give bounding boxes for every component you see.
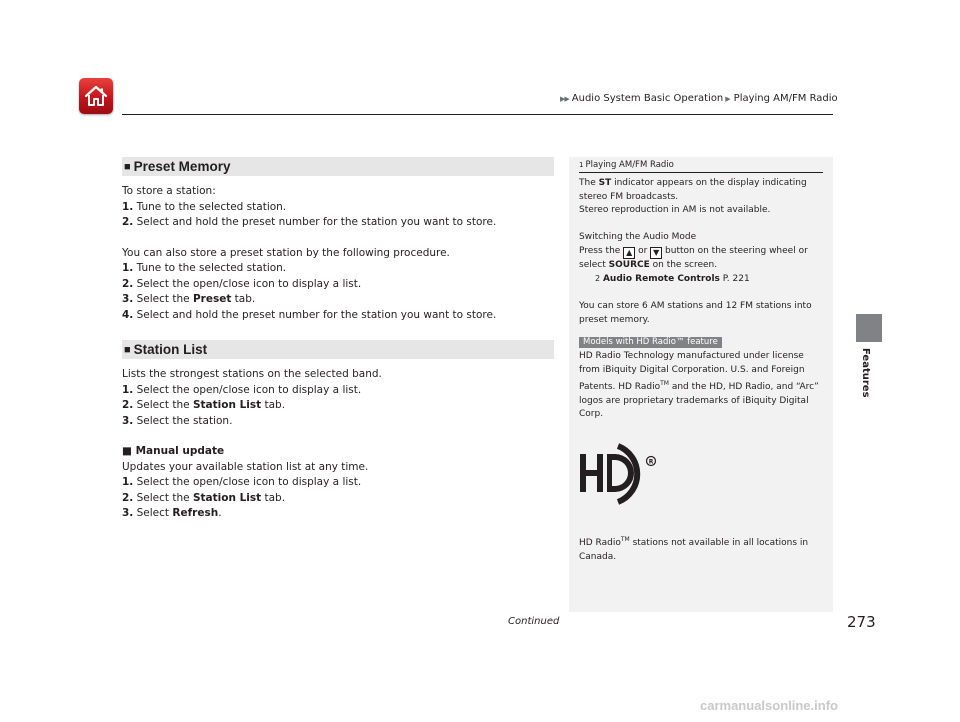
breadcrumb-separator-icon: ▶: [725, 94, 731, 103]
step-item: 2. Select the Station List tab.: [122, 399, 286, 411]
cross-reference-link[interactable]: 2 Audio Remote Controls P. 221: [595, 274, 750, 284]
chapter-tab[interactable]: [856, 314, 882, 342]
hd-availability-note: HD Radio™ stations not available in all locations in Canada.: [579, 536, 809, 562]
feature-badge: Models with HD Radio™ feature: [579, 337, 722, 348]
sidebar-notes: [569, 157, 833, 612]
step-item: 4. Select and hold the preset number for the station you want to store.: [122, 308, 497, 321]
section-heading-preset-memory: ■ Preset Memory: [122, 157, 554, 176]
step-item: 1. Tune to the selected station.: [122, 262, 287, 274]
watermark: carmanualsonline.info: [700, 698, 838, 713]
reference-arrow-icon: 2: [595, 274, 601, 283]
down-button-icon: ▼: [650, 247, 662, 259]
breadcrumb-item-am-fm[interactable]: Playing AM/FM Radio: [733, 93, 838, 104]
switching-title: Switching the Audio Mode: [579, 232, 697, 242]
st-indicator-note: The ST indicator appears on the display indicating stereo FM broadcasts.: [579, 178, 807, 202]
continued-label: Continued: [508, 616, 560, 627]
preset-intro: To store a station:: [122, 185, 216, 197]
subheading-manual-update: ■ Manual update: [122, 445, 225, 457]
step-item: 1. Select the open/close icon to display a list.: [122, 383, 362, 396]
main-content: [122, 157, 554, 522]
step-item: 1. Tune to the selected station.: [122, 200, 287, 213]
step-item: 2. Select the Station List tab.: [122, 491, 286, 504]
switching-instructions: Press the ▲ or ▼ button on the steering wheel or select SOURCE on the screen.: [579, 245, 808, 270]
stereo-am-note: Stereo reproduction in AM is not available.: [579, 205, 771, 215]
preset-alt-intro: You can also store a preset station by the following procedure.: [122, 246, 450, 259]
hd-license-note: HD Radio Technology manufactured under license from iBiquity Digital Corporation. U.S. and Foreign Patents. HD Radio™ and the HD, HD Radio, and “Arc” logos are proprietary trademarks of iBiquity Digital Corp.: [579, 351, 819, 419]
note-marker-icon: 1: [579, 161, 584, 169]
square-bullet-icon: ■: [124, 160, 131, 173]
breadcrumb: [560, 93, 838, 104]
manual-update-intro: Updates your available station list at any time.: [122, 460, 369, 473]
breadcrumb-item-audio-basic[interactable]: Audio System Basic Operation: [571, 93, 724, 104]
home-icon: [83, 84, 109, 108]
header-rule: [122, 114, 833, 115]
step-item: 2. Select and hold the preset number for the station you want to store.: [122, 216, 497, 228]
step-item: 2. Select the open/close icon to display a list.: [122, 277, 362, 290]
page-number: 273: [847, 613, 876, 631]
step-item: 3. Select the Preset tab.: [122, 293, 256, 305]
up-button-icon: ▲: [623, 247, 635, 259]
station-list-intro: Lists the strongest stations on the selected band.: [122, 368, 382, 380]
home-button[interactable]: [79, 78, 113, 114]
section-heading-station-list: ■ Station List: [122, 340, 554, 359]
step-item: 3. Select the station.: [122, 414, 233, 427]
square-bullet-icon: ■: [124, 343, 131, 356]
step-item: 3. Select Refresh.: [122, 507, 222, 519]
sidebar-title: 1 Playing AM/FM Radio: [579, 157, 823, 173]
breadcrumb-arrow-icon: ▶▶: [560, 94, 569, 103]
svg-text:R: R: [648, 458, 654, 465]
chapter-label: Features: [860, 348, 871, 398]
step-item: 1. Select the open/close icon to display a list.: [122, 476, 362, 488]
hd-radio-logo: [579, 440, 823, 518]
preset-capacity-note: You can store 6 AM stations and 12 FM stations into preset memory.: [579, 301, 812, 325]
